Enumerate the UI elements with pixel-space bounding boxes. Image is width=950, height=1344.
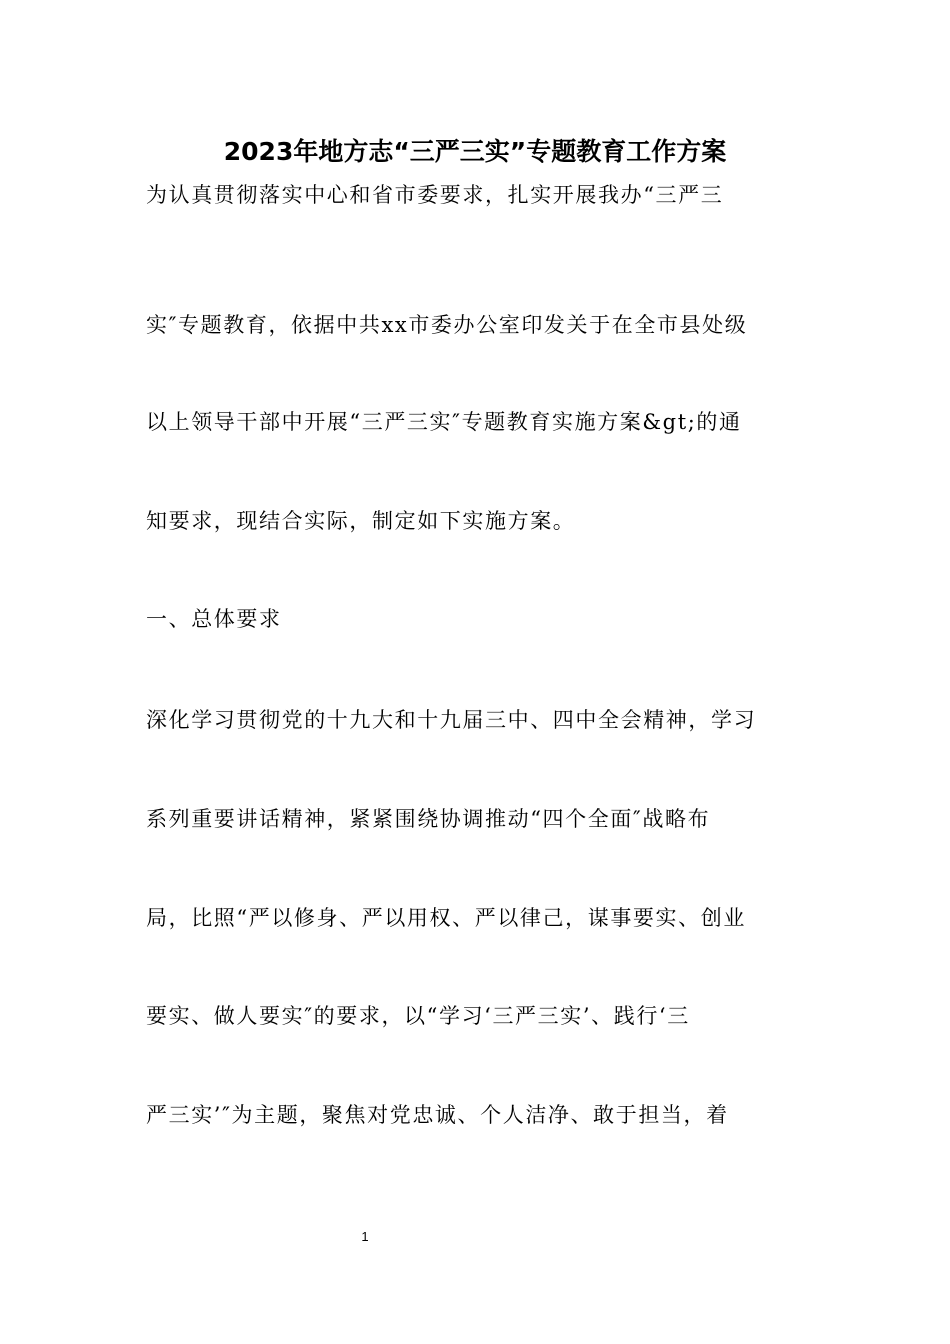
body-line-10: 严三实’″为主题，聚焦对党忠诚、个人洁净、敢于担当，着 bbox=[146, 1103, 729, 1127]
body-line-6: 深化学习贯彻党的十九大和十九届三中、四中全会精神，学习 bbox=[146, 708, 757, 732]
page-number: 1 bbox=[361, 1229, 369, 1244]
body-line-1: 为认真贯彻落实中心和省市委要求，扎实开展我办“三严三 bbox=[146, 183, 724, 207]
body-line-8: 局，比照“严以修身、严以用权、严以律己，谋事要实、创业 bbox=[146, 906, 746, 930]
document-title: 2023年地方志“三严三实”专题教育工作方案 bbox=[223, 137, 727, 166]
body-line-4: 知要求，现结合实际，制定如下实施方案。 bbox=[146, 509, 576, 533]
body-line-3: 以上领导干部中开展“三严三实″专题教育实施方案&gt;的通 bbox=[146, 410, 742, 434]
section-heading: 一、总体要求 bbox=[146, 607, 282, 631]
body-line-9: 要实、做人要实″的要求，以“学习‘三严三实’、践行‘三 bbox=[146, 1004, 690, 1028]
body-line-7: 系列重要讲话精神，紧紧围绕协调推动“四个全面″战略布 bbox=[146, 807, 711, 831]
body-line-2: 实″专题教育，依据中共xx市委办公室印发关于在全市县处级 bbox=[146, 313, 748, 337]
